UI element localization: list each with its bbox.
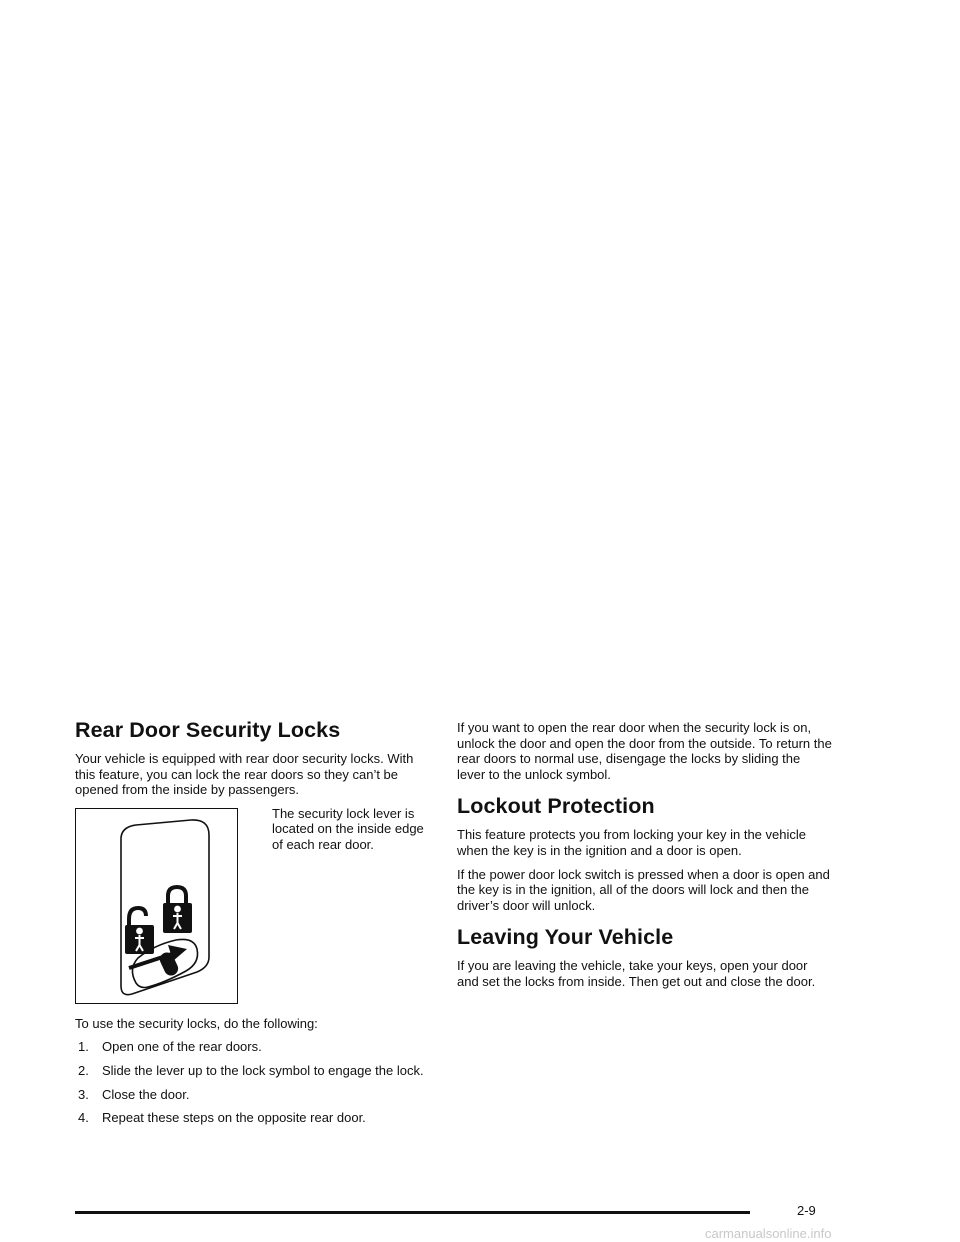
- figure-caption: The security lock lever is located on the inside edge of each rear door.: [272, 805, 424, 852]
- list-item: [78, 1110, 430, 1126]
- figure-row: [75, 806, 430, 1002]
- intro-paragraph: Your vehicle is equipped with rear door security locks. With this feature, you can lock the rear doors so they can’t be opened from the inside by passengers.: [75, 751, 414, 798]
- security-lock-lever-illustration: [75, 808, 238, 1004]
- list-intro: To use the security locks, do the following:: [75, 1015, 318, 1031]
- left-column: [75, 718, 430, 1134]
- step-text: Slide the lever up to the lock symbol to engage the lock.: [102, 1062, 424, 1078]
- footer-rule: [75, 1211, 750, 1214]
- right-column: [457, 720, 832, 998]
- step-text: Repeat these steps on the opposite rear door.: [102, 1110, 366, 1126]
- leaving-paragraph: If you are leaving the vehicle, take your keys, open your door and set the locks from inside. Then get out and close the door.: [457, 958, 816, 989]
- section-heading-lockout-protection: Lockout Protection: [457, 794, 655, 819]
- step-number: 1.: [78, 1039, 89, 1055]
- step-number: 4.: [78, 1110, 89, 1126]
- step-text: Open one of the rear doors.: [102, 1039, 262, 1055]
- list-item: [78, 1087, 430, 1103]
- watermark[interactable]: carmanualsonline.info: [705, 1226, 832, 1241]
- steps-list: [75, 1039, 430, 1125]
- list-item: [78, 1039, 430, 1055]
- page-number: 2-9: [797, 1203, 816, 1218]
- lockout-paragraph-1: This feature protects you from locking your key in the vehicle when the key is in the ignition and a door is open.: [457, 827, 806, 858]
- child-unlocked-icon: [125, 908, 154, 954]
- step-number: 2.: [78, 1062, 89, 1078]
- section-lockout-protection: [457, 794, 832, 913]
- unlock-paragraph: If you want to open the rear door when the security lock is on, unlock the door and open the door from the outside. To return the rear doors to normal use, disengage the locks by sliding the lever to the unlock symbol.: [457, 720, 832, 782]
- lever-svg: [76, 809, 236, 1002]
- section-leaving-your-vehicle: [457, 925, 832, 989]
- child-locked-icon: [163, 887, 192, 933]
- step-text: Close the door.: [102, 1086, 190, 1102]
- step-number: 3.: [78, 1086, 89, 1102]
- lockout-paragraph-2: If the power door lock switch is pressed when a door is open and the key is in the ignition, all of the doors will lock and then the driver’s door will unlock.: [457, 866, 830, 913]
- list-item: [78, 1063, 430, 1079]
- section-heading-rear-door-security-locks: Rear Door Security Locks: [75, 718, 341, 742]
- section-heading-leaving-your-vehicle: Leaving Your Vehicle: [457, 925, 674, 950]
